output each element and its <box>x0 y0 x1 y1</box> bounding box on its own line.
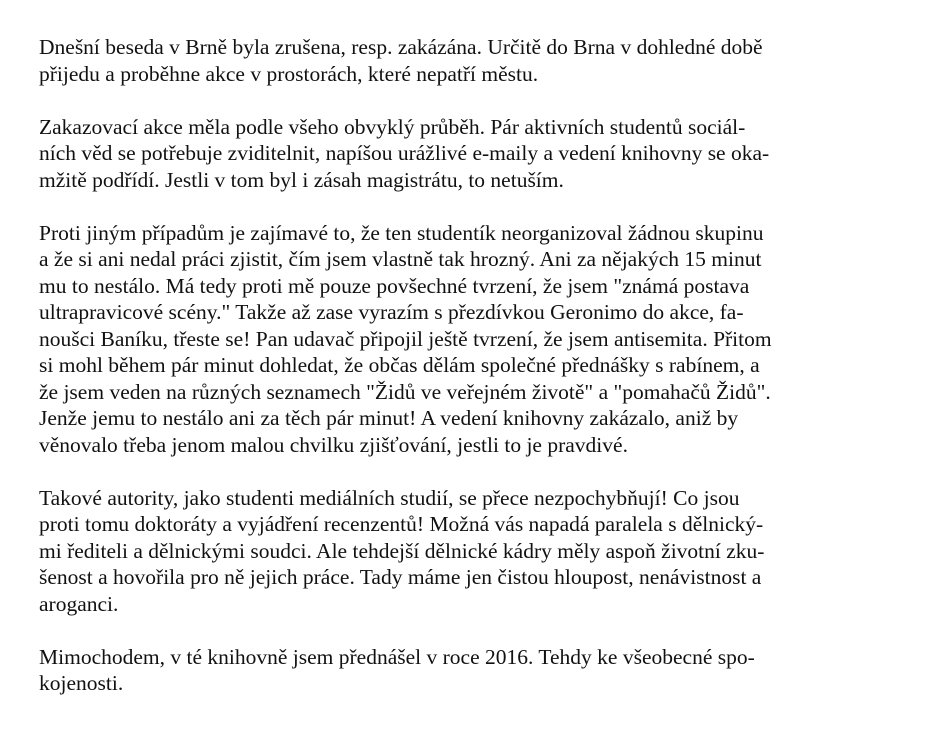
text-line: si mohl během pár minut dohledat, že občas dělám společné přednášky s rabínem, a <box>39 353 760 377</box>
paragraph-student-claims <box>39 220 909 459</box>
text-line: kojenosti. <box>39 671 124 695</box>
paragraph-ban-process <box>39 114 909 194</box>
text-line: přijedu a proběhne akce v prostorách, které nepatří městu. <box>39 61 539 86</box>
text-line: ních věd se potřebuje zviditelnit, napíšou urážlivé e-maily a vedení knihovny se oka- <box>39 141 770 165</box>
text-line: noušci Baníku, třeste se! Pan udavač připojil ještě tvrzení, že jsem antisemita. Přitom <box>39 326 772 351</box>
text-line: Takové autority, jako studenti mediálních studií, se přece nezpochybňují! Co jsou <box>39 485 740 510</box>
text-line: mu to nestálo. Má tedy proti mě pouze povšechné tvrzení, že jsem "známá postava <box>39 273 750 298</box>
text-line: Jenže jemu to nestálo ani za těch pár minut! A vedení knihovny zakázalo, aniž by <box>39 406 739 430</box>
text-line: věnovalo třeba jenom malou chvilku zjišťování, jestli to je pravdivé. <box>39 432 628 457</box>
text-line: mi řediteli a dělnickými soudci. Ale tehdejší dělnické kádry měly aspoň životní zku- <box>39 538 765 563</box>
document-body <box>39 34 909 723</box>
text-line: proti tomu doktoráty a vyjádření recenzentů! Možná vás napadá paralela s dělnický- <box>39 512 764 536</box>
text-line: Zakazovací akce měla podle všeho obvyklý průběh. Pár aktivních studentů sociál- <box>39 114 746 139</box>
paragraph-cancelled-event <box>39 34 909 87</box>
text-line: ultrapravicové scény." Takže až zase vyrazím s přezdívkou Geronimo do akce, fa- <box>39 300 744 324</box>
text-line: šenost a hovořila pro ně jejich práce. Tady máme jen čistou hloupost, nenávistnost a <box>39 565 762 589</box>
text-line: Proti jiným případům je zajímavé to, že ten studentík neorganizoval žádnou skupinu <box>39 220 764 245</box>
text-line: mžitě podřídí. Jestli v tom byl i zásah magistrátu, to netuším. <box>39 167 564 192</box>
text-line: aroganci. <box>39 591 119 616</box>
text-line: Dnešní beseda v Brně byla zrušena, resp. zakázána. Určitě do Brna v dohledné době <box>39 35 763 59</box>
paragraph-closing <box>39 644 909 697</box>
text-line: Mimochodem, v té knihovně jsem přednášel v roce 2016. Tehdy ke všeobecné spo- <box>39 644 755 669</box>
paragraph-authorities <box>39 485 909 618</box>
text-line: a že si ani nedal práci zjistit, čím jsem vlastně tak hrozný. Ani za nějakých 15 minut <box>39 247 762 271</box>
text-line: že jsem veden na různých seznamech "Židů ve veřejném životě" a "pomahačů Židů". <box>39 379 771 404</box>
